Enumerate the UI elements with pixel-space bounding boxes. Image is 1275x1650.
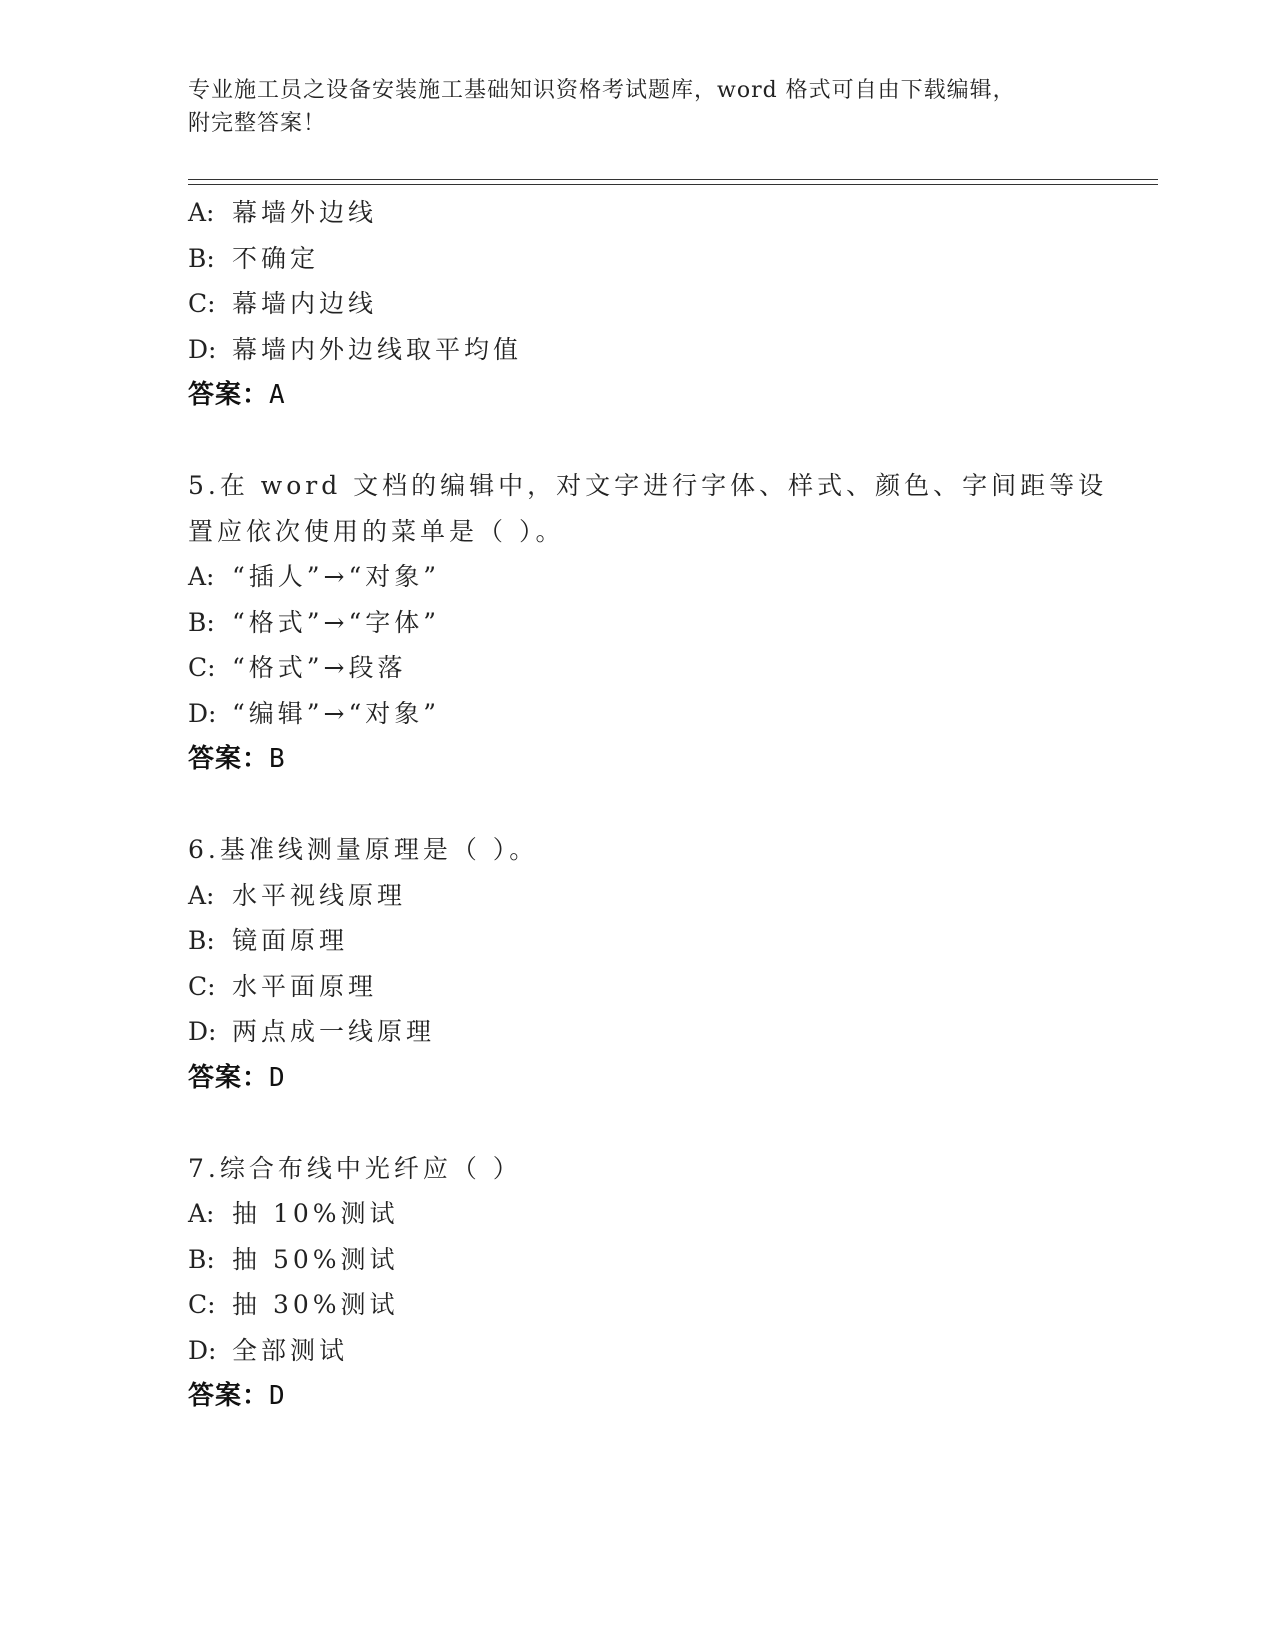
option-letter: B: xyxy=(188,607,215,637)
question-stem-continued: 置应依次使用的菜单是（ ）。 xyxy=(188,516,565,546)
option-letter: A: xyxy=(188,880,215,910)
option-text: 抽 10%测试 xyxy=(232,1199,399,1228)
answer-line xyxy=(188,372,1148,418)
document-header xyxy=(188,74,1088,140)
answer-line xyxy=(188,1373,1148,1419)
option-b xyxy=(188,600,1148,646)
answer-label: 答案： xyxy=(188,380,270,410)
question-list xyxy=(188,190,1148,1419)
option-c xyxy=(188,1282,1148,1328)
answer-value: A xyxy=(269,380,286,410)
header-divider-top xyxy=(188,179,1158,180)
answer-line xyxy=(188,736,1148,782)
option-text: 镜面原理 xyxy=(232,926,349,955)
option-letter: A: xyxy=(188,198,215,227)
option-letter: D: xyxy=(188,334,217,364)
option-text: 幕墙内边线 xyxy=(232,289,378,318)
question-stem: 7.综合布线中光纤应（ ） xyxy=(188,1153,522,1183)
option-letter: D: xyxy=(188,1335,217,1365)
answer-line xyxy=(188,1055,1148,1101)
option-text: 幕墙内外边线取平均值 xyxy=(232,334,523,364)
answer-value: D xyxy=(269,1062,286,1093)
option-b xyxy=(188,918,1148,964)
option-d xyxy=(188,327,1148,373)
option-text: “格式”→“字体” xyxy=(232,607,441,637)
option-text: 抽 30%测试 xyxy=(232,1290,399,1319)
option-text: 两点成一线原理 xyxy=(232,1017,436,1046)
option-text: 幕墙外边线 xyxy=(232,198,378,227)
option-text: “格式”→段落 xyxy=(232,653,407,682)
option-c xyxy=(188,645,1148,691)
header-line-2: 附完整答案！ xyxy=(188,111,327,136)
question-stem: 5.在 word 文档的编辑中，对文字进行字体、样式、颜色、字间距等设 xyxy=(188,471,1108,500)
option-text: 水平视线原理 xyxy=(232,880,407,910)
option-c xyxy=(188,281,1148,327)
option-letter: B: xyxy=(188,1244,215,1274)
option-text: “编辑”→“对象” xyxy=(232,698,441,728)
option-b xyxy=(188,236,1148,282)
answer-label: 答案： xyxy=(188,744,270,774)
option-text: “插人”→“对象” xyxy=(232,562,441,591)
answer-label: 答案： xyxy=(188,1062,270,1093)
answer-value: D xyxy=(269,1381,286,1411)
option-text: 水平面原理 xyxy=(232,971,378,1001)
option-c xyxy=(188,964,1148,1010)
question-6 xyxy=(188,827,1148,1101)
option-a xyxy=(188,873,1148,919)
option-letter: D: xyxy=(188,1017,217,1046)
option-a xyxy=(188,1191,1148,1237)
option-d xyxy=(188,1009,1148,1055)
option-d xyxy=(188,691,1148,737)
option-a xyxy=(188,190,1148,236)
question-4-continued xyxy=(188,190,1148,418)
header-line-1: 专业施工员之设备安装施工基础知识资格考试题库，word 格式可自由下载编辑， xyxy=(188,78,1016,103)
option-letter: C: xyxy=(188,1290,216,1319)
option-letter: A: xyxy=(188,1199,215,1228)
question-stem: 6.基准线测量原理是（ ）。 xyxy=(188,835,539,864)
option-d xyxy=(188,1328,1148,1374)
option-letter: C: xyxy=(188,971,216,1001)
option-b xyxy=(188,1237,1148,1283)
answer-value: B xyxy=(269,744,286,774)
header-divider-bottom xyxy=(188,184,1158,185)
question-5 xyxy=(188,463,1148,782)
option-text: 不确定 xyxy=(232,243,320,273)
option-a xyxy=(188,554,1148,600)
option-text: 全部测试 xyxy=(232,1335,349,1365)
option-letter: A: xyxy=(188,562,215,591)
option-letter: B: xyxy=(188,243,215,273)
question-7 xyxy=(188,1146,1148,1420)
option-letter: B: xyxy=(188,926,215,955)
option-letter: C: xyxy=(188,289,216,318)
option-letter: C: xyxy=(188,653,216,682)
option-text: 抽 50%测试 xyxy=(232,1244,399,1274)
option-letter: D: xyxy=(188,698,217,728)
answer-label: 答案： xyxy=(188,1381,270,1411)
